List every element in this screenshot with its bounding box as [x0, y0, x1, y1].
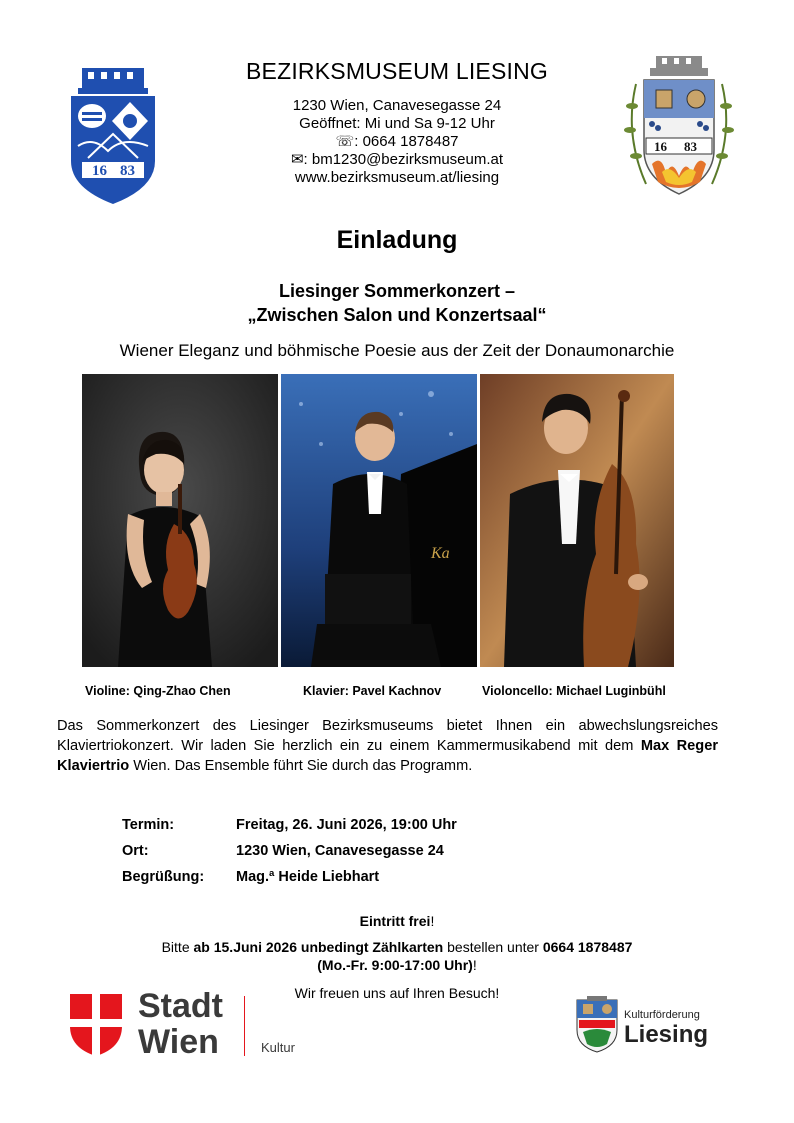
order-hours: (Mo.-Fr. 9:00-17:00 Uhr)	[317, 957, 473, 973]
right-coat-year-a: 16	[654, 139, 667, 154]
free-admission	[0, 913, 794, 929]
intro-paragraph	[57, 716, 718, 776]
order-phone: 0664 1878487	[542, 939, 633, 955]
order-deadline: ab 15.Juni 2026 unbedingt Zählkarten	[193, 939, 444, 955]
phone-number: ☏: 0664 1878487	[335, 133, 459, 150]
detail-label-location: Ort:	[122, 843, 149, 859]
order-pre: Bitte	[161, 939, 194, 955]
piano-brand-label: Ka	[431, 545, 450, 562]
logo-wien: Wien	[138, 1023, 219, 1061]
left-coat-year-a: 16	[92, 163, 107, 179]
free-admission-end: !	[430, 913, 435, 929]
logo-divider	[244, 996, 245, 1056]
ticket-order-line1	[0, 939, 794, 955]
caption-piano: Klavier: Pavel Kachnov	[303, 684, 442, 698]
concert-title-line1: Liesinger Sommerkonzert –	[278, 281, 516, 301]
opening-hours: Geöffnet: Mi und Sa 9-12 Uhr	[299, 115, 495, 132]
welcome-message: Wir freuen uns auf Ihren Besuch!	[294, 985, 500, 1001]
intro-text-part1: Das Sommerkonzert des Liesinger Bezirksmuseums bietet Ihnen ein abwechslungsreiches Klaviertriokonzert. Wir laden Sie herzlich ein zu einem Kammermusikabend mit dem	[57, 718, 718, 754]
kulturfoerderung-liesing-logo	[575, 996, 725, 1056]
cellist-photo	[480, 374, 674, 667]
email-address[interactable]: ✉: bm1230@bezirksmuseum.at	[290, 151, 504, 168]
detail-label-welcome: Begrüßung:	[122, 869, 205, 885]
logo-stadt: Stadt	[138, 987, 223, 1025]
logo-kf-small: Kulturförderung	[624, 1009, 700, 1021]
logo-kf-big: Liesing	[624, 1021, 709, 1048]
ensemble-name: Max Reger Klaviertrio	[57, 738, 718, 774]
caption-violin: Violine: Qing-Zhao Chen	[85, 684, 231, 698]
museum-name: BEZIRKSMUSEUM LIESING	[246, 58, 548, 84]
pianist-photo	[281, 374, 477, 667]
liesing-shield-icon	[575, 996, 619, 1054]
wien-shield-icon	[68, 992, 124, 1058]
order-end: !	[472, 957, 477, 973]
detail-value-date: Freitag, 26. Juni 2026, 19:00 Uhr	[236, 817, 457, 833]
ticket-order-line2	[0, 957, 794, 973]
website-link[interactable]: www.bezirksmuseum.at/liesing	[294, 169, 500, 186]
concert-subtitle: Wiener Eleganz und böhmische Poesie aus der Zeit der Donaumonarchie	[119, 341, 675, 360]
left-coat-year-b: 83	[120, 163, 135, 179]
detail-label-date: Termin:	[122, 817, 175, 833]
intro-text-part2: Wien. Das Ensemble führt Sie durch das Programm.	[129, 758, 473, 774]
museum-address: 1230 Wien, Canavesegasse 24	[292, 97, 502, 114]
violinist-photo	[82, 374, 278, 667]
detail-value-welcome: Mag.ª Heide Liebhart	[236, 869, 380, 885]
detail-value-location: 1230 Wien, Canavesegasse 24	[236, 843, 444, 859]
concert-title-line2: „Zwischen Salon und Konzertsaal“	[247, 305, 547, 325]
free-admission-bold: Eintritt frei	[359, 913, 431, 929]
right-coat-year-b: 83	[684, 139, 697, 154]
stadt-wien-logo	[68, 987, 308, 1061]
order-mid: bestellen unter	[443, 939, 543, 955]
invitation-title: Einladung	[336, 226, 458, 254]
caption-cello: Violoncello: Michael Luginbühl	[482, 684, 666, 698]
logo-kultur: Kultur	[261, 1040, 295, 1055]
right-coat-of-arms	[622, 54, 736, 204]
left-coat-of-arms	[68, 66, 158, 206]
